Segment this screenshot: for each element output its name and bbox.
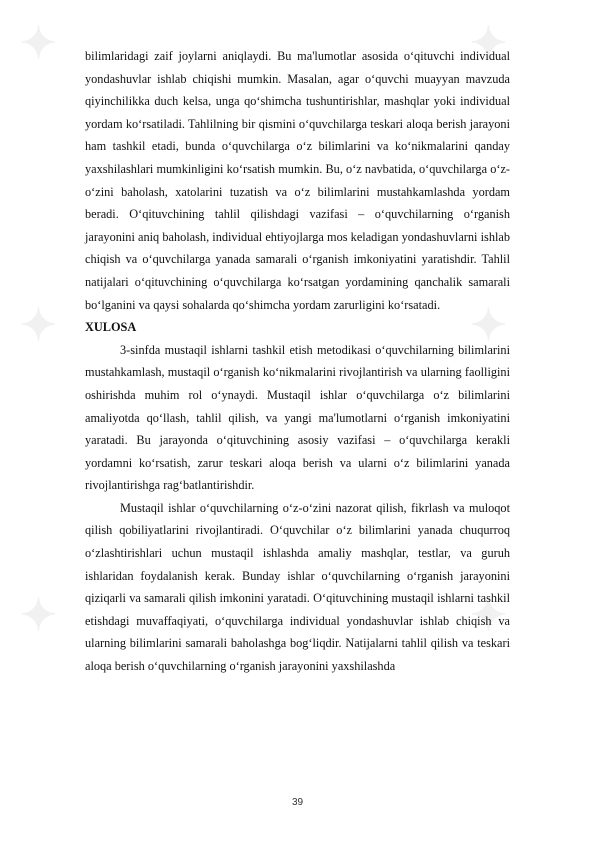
document-body <box>85 45 510 678</box>
paragraph-conclusion-1: 3-sinfda mustaqil ishlarni tashkil etish metodikasi o‘quvchilarning bilimlarini mustahkamlash, mustaqil o‘rganish ko‘nikmalarini rivojlantirish va ularning faolligini oshirishda muhim rol o‘ynaydi. Mustaqil ishlar o‘quvchilarga o‘z bilimlarini amaliyotda qo‘llash, tahlil qilish, va yangi ma'lumotlarni o‘rganish imkoniyatini yaratadi. Bu jarayonda o‘qituvchining asosiy vazifasi – o‘quvchilarga kerakli yordamni ko‘rsatish, zarur teskari aloqa berish va ularni o‘z bilimlarini yanada rivojlantirishga rag‘batlantirishdir. <box>85 342 510 493</box>
watermark-logo: ✦ <box>470 301 509 350</box>
section-heading: XULOSA <box>85 320 137 335</box>
watermark-logo: ✦ <box>20 19 59 68</box>
paragraph-continuation: bilimlaridagi zaif joylarni aniqlaydi. Bu ma'lumotlar asosida o‘qituvchi individual yondashuvlar ishlab chiqishi mumkin. Masalan, agar o‘quvchi muayyan mavzuda qiyinchilikka duch kelsa, unga qo‘shimcha tushuntirishlar, mashqlar yoki individual yordam ko‘rsatiladi. Tahlilning bir qismini o‘quvchilarga teskari aloqa berish jarayoni ham tashkil etadi, bunda o‘quvchilarga o‘z bilimlarini va ko‘nikmalarini qanday yaxshilashlari mumkinligini ko‘rsatish mumkin. Bu, o‘z navbatida, o‘quvchilarga o‘z-o‘zini baholash, xatolarini tuzatish va o‘z bilimlarini mustahkamlashda yordam beradi. O‘qituvchining tahlil qilishdagi vazifasi – o‘quvchilarning o‘rganish jarayonini aniq baholash, individual ehtiyojlarga mos keladigan yondashuvlarni ishlab chiqish va o‘quvchilarga yanada samarali o‘rganish imkoniyatini yaratishdir. Tahlil natijalari o‘qituvchining o‘quvchilarga ko‘rsatgan yordamining qanchalik samarali bo‘lganini va qaysi sohalarda qo‘shimcha yordam zarurligini ko‘rsatadi. <box>85 49 510 312</box>
watermark-logo: ✦ <box>20 591 59 640</box>
watermark-logo: ✦ <box>470 591 509 640</box>
watermark-logo: ✦ <box>20 301 59 350</box>
watermark-logo: ✦ <box>470 19 509 68</box>
paragraph-conclusion-2: Mustaqil ishlar o‘quvchilarning o‘z-o‘zini nazorat qilish, fikrlash va muloqot qilish qobiliyatlarini rivojlantiradi. O‘quvchilar o‘z bilimlarini yanada chuqurroq o‘zlashtirishlari uchun mustaqil ishlashda amaliy mashqlar, testlar, va guruh ishlaridan foydalanish kerak. Bunday ishlar o‘quvchilarning o‘rganish jarayonini qiziqarli va samarali qilish imkonini yaratadi. O‘qituvchining mustaqil ishlarni tashkil etishdagi muvaffaqiyati, o‘quvchilarga individual yondashuvlar ishlab chiqish va ularning bilimlarini samarali baholashga bog‘liqdir. Natijalarni tahlil qilish va teskari aloqa berish o‘quvchilarning o‘rganish jarayonini yaxshilashda <box>85 500 510 674</box>
page-number: 39 <box>291 797 304 808</box>
